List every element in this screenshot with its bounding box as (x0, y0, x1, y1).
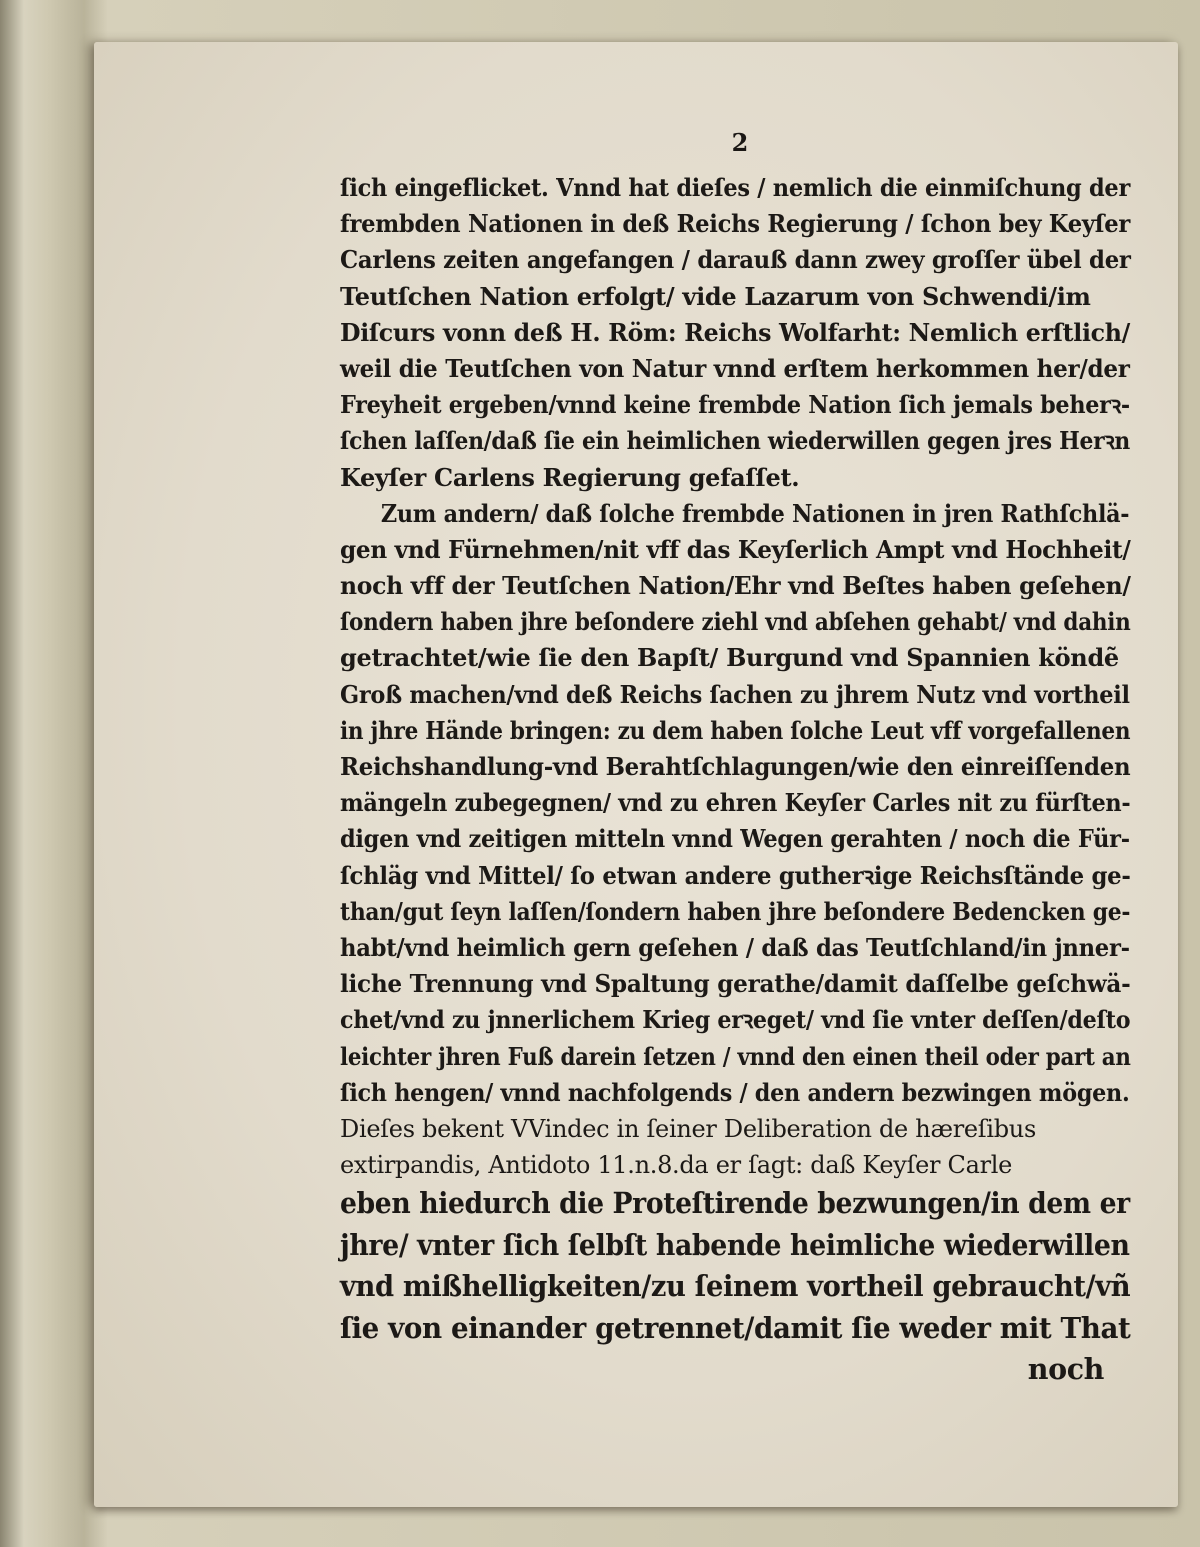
catchword: noch (1027, 1352, 1104, 1387)
text-line: Freyheit ergeben/vnnd keine frembde Nation ſich jemals beherꝛ- (340, 390, 1130, 420)
text-line: Dieſes bekent VVindec in ſeiner Deliberation de hæreſibus (340, 1114, 1036, 1143)
text-line: noch vff der Teutſchen Nation/Ehr vnd Beſtes haben geſehen/ (340, 571, 1131, 601)
text-line: ſich hengen/ vnnd nachfolgends / den andern bezwingen mögen. (340, 1077, 1130, 1107)
text-line: habt/vnd heimlich gern geſehen / daß das Teutſchland/in jnner- (340, 932, 1130, 962)
text-line: gen vnd Fürnehmen/nit vff das Keyſerlich Ampt vnd Hochheit/ (340, 534, 1131, 564)
text-line: ſchläg vnd Mittel/ ſo etwan andere gutherꝛige Reichsſtände ge- (340, 860, 1131, 890)
emphasis-line: ſie von einander getrennet/damit ſie weder mit That (340, 1310, 1131, 1345)
body-text (340, 170, 1130, 1391)
text-line: getrachtet/wie ſie den Bapſt/ Burgund vnd Spannien köndẽ (340, 643, 1119, 673)
text-line: weil die Teutſchen von Natur vnnd erſtem herkommen her/der (340, 353, 1130, 383)
text-line: leichter jhren Fuß darein ſetzen / vnnd den einen theil oder part an (340, 1041, 1131, 1071)
text-line: in jhre Hände bringen: zu dem haben ſolche Leut vff vorgefallenen (340, 715, 1131, 745)
text-line: chet/vnd zu jnnerlichem Krieg erꝛeget/ vnd ſie vnter deſſen/deſto (340, 1005, 1131, 1035)
text-line: than/gut ſeyn laſſen/ſondern haben jhre beſondere Bedencken ge- (340, 896, 1131, 926)
text-line: Keyſer Carlens Regierung gefaſſet. (340, 462, 800, 492)
emphasis-line: vnd mißhelligkeiten/zu ſeinem vortheil gebraucht/vñ (340, 1269, 1131, 1304)
page-number: 2 (731, 128, 749, 157)
text-line: Groß machen/vnd deß Reichs ſachen zu jhrem Nutz vnd vortheil (340, 679, 1130, 709)
text-line: extirpandis, Antidoto 11.n.8.da er ſagt: daß Keyſer Carle (340, 1151, 1013, 1180)
text-line: ſondern haben jhre beſondere ziehl vnd abſehen gehabt/ vnd dahin (340, 607, 1131, 637)
text-line: mängeln zubegegnen/ vnd zu ehren Keyſer Carles nit zu fürſten- (340, 788, 1131, 818)
text-line: Diſcurs vonn deß H. Röm: Reichs Wolfarht: Nemlich erſtlich/ (340, 317, 1131, 347)
text-line: frembden Nationen in deß Reichs Regierung / ſchon bey Keyſer (340, 209, 1130, 239)
text-line: liche Trennung vnd Spaltung gerathe/damit daſſelbe geſchwä- (340, 969, 1131, 999)
text-line: Reichshandlung-vnd Berahtſchlagungen/wie den einreiſſenden (340, 752, 1131, 781)
text-line: digen vnd zeitigen mitteln vnnd Wegen gerahten / noch die Für- (340, 824, 1130, 854)
emphasis-line: jhre/ vnter ſich ſelbſt habende heimliche wiederwillen (340, 1227, 1130, 1262)
emphasis-line: eben hiedurch die Proteſtirende bezwungen/in dem er (340, 1186, 1130, 1221)
text-line: ſchen laſſen/daß ſie ein heimlichen wiederwillen gegen jres Herꝛn (340, 426, 1131, 456)
text-line: Zum andern/ daß ſolche frembde Nationen in jren Rathſchlä- (380, 498, 1130, 528)
text-line: Teutſchen Nation erfolgt/ vide Lazarum von Schwendi/im (340, 281, 1091, 311)
text-line: ſich eingeflicket. Vnnd hat dieſes / nemlich die einmiſchung der (340, 173, 1130, 202)
text-line: Carlens zeiten angefangen / darauß dann zwey groſſer übel der (340, 245, 1131, 275)
